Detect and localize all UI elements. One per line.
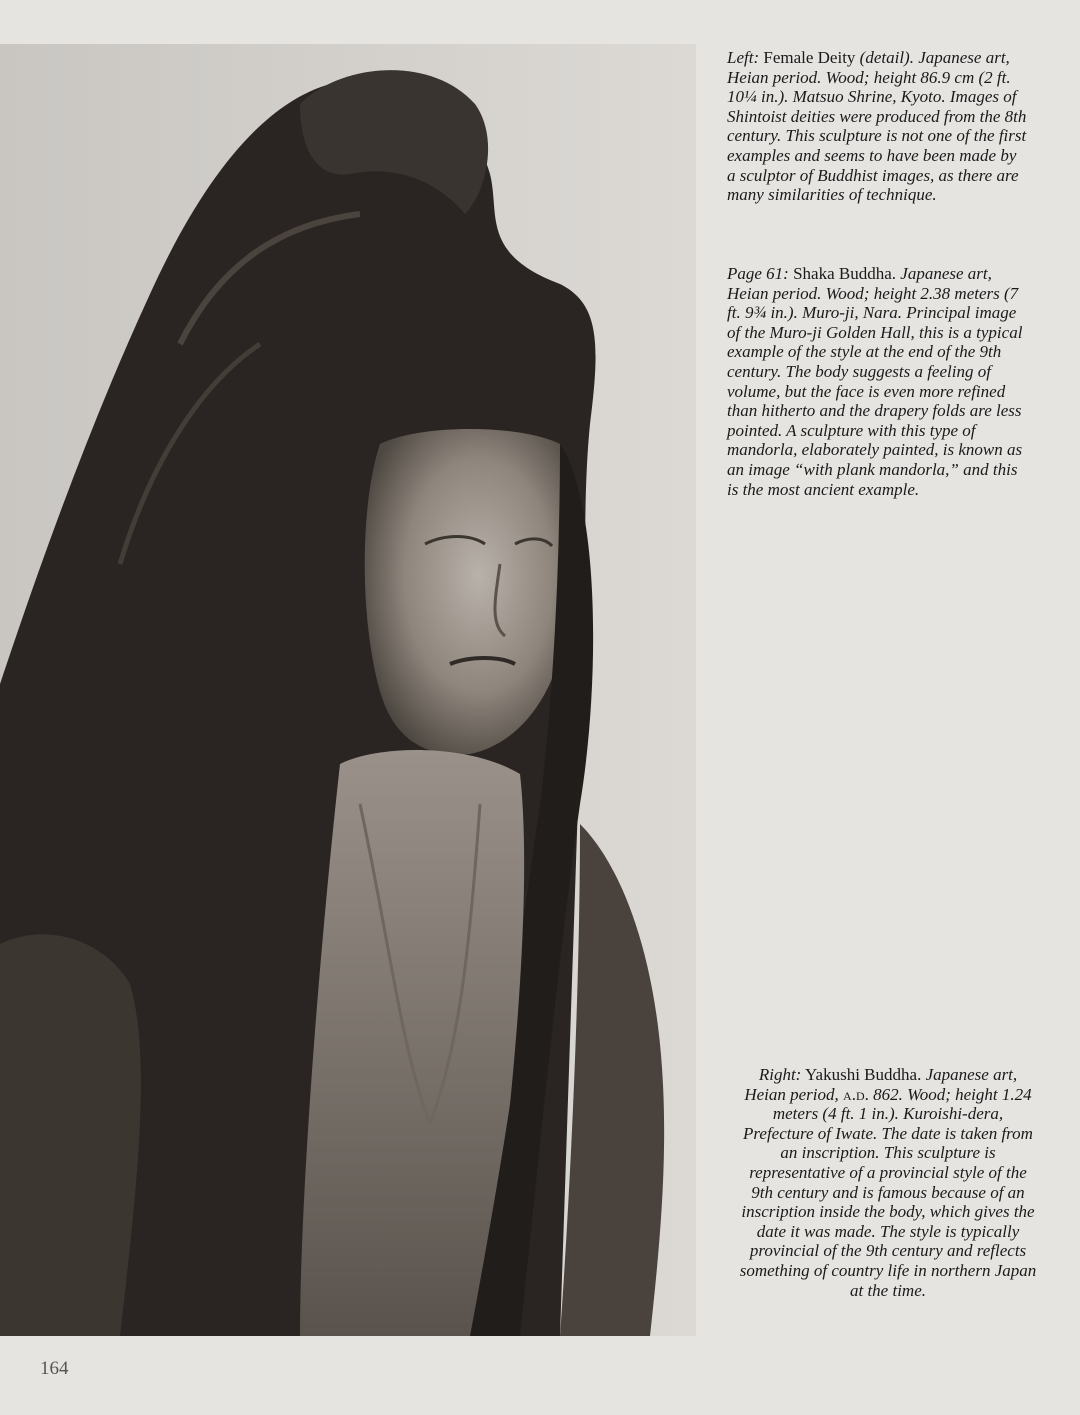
caption-right-lead: Right: bbox=[758, 1065, 802, 1084]
caption-left-lead: Left: bbox=[727, 48, 760, 67]
caption-page61-title: Shaka Buddha. bbox=[793, 264, 897, 283]
caption-left-text: (detail). Japanese art, Heian period. Wood; height 86.9 cm (2 ft. 10¼ in.). Matsuo Shrine, Kyoto. Images of Shintoist deities were produced from the 8th century. This sculpture is not one of the first examples and seems to have been made by a sculptor of Buddhist images, as there are many similarities of technique. bbox=[727, 48, 1027, 205]
caption-right bbox=[738, 1065, 1038, 1300]
sculpture-illustration bbox=[0, 44, 696, 1336]
female-deity-photograph bbox=[0, 44, 696, 1336]
caption-page61-text: Japanese art, Heian period. Wood; height 2.38 meters (7 ft. 9¾ in.). Muro-ji, Nara. Principal image of the Muro-ji Golden Hall, this is a typical example of the style at the end of the 9th century. The body suggests a feeling of volume, but the face is even more refined than hitherto and the drapery folds are less pointed. A sculpture with this type of mandorla, elaborately painted, is known as an image “with plank mandorla,” and this is the most ancient example. bbox=[727, 264, 1023, 499]
caption-page61 bbox=[727, 264, 1027, 499]
caption-right-text-b: 862. Wood; height 1.24 meters (4 ft. 1 in.). Kuroishi-dera, Prefecture of Iwate. The date is taken from an inscription. This sculpture is representative of a provincial style of the 9th century and is famous because of an inscription inside the body, which gives the date it was made. The style is typically provincial of the 9th century and reflects something of country life in northern Japan at the time. bbox=[739, 1084, 1037, 1300]
page-number: 164 bbox=[40, 1358, 69, 1379]
caption-right-era: a.d. bbox=[843, 1084, 869, 1104]
caption-right-title: Yakushi Buddha. bbox=[804, 1065, 922, 1084]
caption-left bbox=[727, 48, 1027, 205]
caption-right-text-a: Japanese art, Heian period, bbox=[744, 1065, 1018, 1104]
caption-left-title: Female Deity bbox=[763, 48, 856, 67]
caption-page61-lead: Page 61: bbox=[727, 264, 789, 283]
